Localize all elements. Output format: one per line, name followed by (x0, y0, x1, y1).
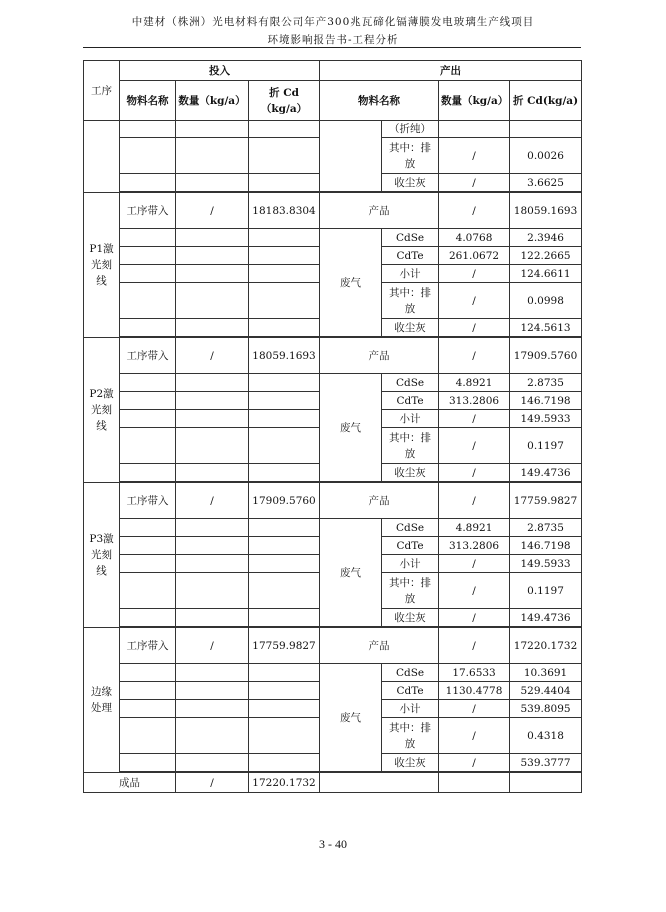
table-row (84, 193, 582, 229)
waste-item-label: CdSe (382, 519, 439, 537)
product-cd: 18059.1693 (510, 193, 582, 229)
waste-item-label: 收尘灰 (382, 319, 439, 337)
product-cd: 17759.9827 (510, 483, 582, 519)
product-quantity: / (439, 193, 510, 229)
process-name: P3激光刻线 (84, 483, 120, 628)
waste-item-quantity: 313.2806 (439, 392, 510, 410)
product-label: 产品 (320, 338, 439, 374)
waste-item-cd: 0.1197 (510, 428, 582, 464)
waste-item-cd: 149.5933 (510, 410, 582, 428)
input-label: 工序带入 (120, 483, 176, 519)
waste-item-quantity: 4.8921 (439, 519, 510, 537)
table-row (84, 773, 582, 793)
waste-item-quantity: 4.0768 (439, 229, 510, 247)
waste-item-quantity: 17.6533 (439, 664, 510, 682)
waste-item-cd: 2.8735 (510, 519, 582, 537)
process-name: P2激光刻线 (84, 338, 120, 483)
table-row (84, 628, 582, 664)
input-cd: 18059.1693 (249, 338, 320, 374)
input-cd: 18183.8304 (249, 193, 320, 229)
waste-item-cd: 539.3777 (510, 754, 582, 772)
waste-item-label: 其中：排放 (382, 718, 439, 754)
waste-item-quantity: 4.8921 (439, 374, 510, 392)
document-header-subtitle: 环境影响报告书-工程分析 (267, 34, 399, 46)
table-row (84, 374, 582, 392)
emission-cd: 0.0026 (510, 138, 582, 174)
waste-item-label: 小计 (382, 265, 439, 283)
waste-item-cd: 539.8095 (510, 700, 582, 718)
waste-item-quantity: / (439, 754, 510, 772)
waste-item-label: CdTe (382, 537, 439, 555)
waste-item-quantity: 261.0672 (439, 247, 510, 265)
product-label: 产品 (320, 628, 439, 664)
table-row (84, 338, 582, 374)
waste-item-label: 小计 (382, 555, 439, 573)
waste-item-label: 其中：排放 (382, 283, 439, 319)
product-cd: 17220.1732 (510, 628, 582, 664)
table-row (84, 519, 582, 537)
waste-item-quantity: / (439, 410, 510, 428)
waste-item-label: 其中：排放 (382, 573, 439, 609)
page-number: 3 - 40 (319, 837, 347, 851)
header-rule (83, 47, 581, 48)
waste-gas-label: 废气 (320, 519, 382, 627)
waste-item-label: 小计 (382, 700, 439, 718)
waste-item-cd: 2.3946 (510, 229, 582, 247)
waste-item-cd: 0.4318 (510, 718, 582, 754)
waste-item-label: CdTe (382, 682, 439, 700)
waste-item-label: CdSe (382, 664, 439, 682)
table-row (84, 664, 582, 682)
output-cd-header: 折 Cd(kg/a) (510, 81, 582, 121)
process-header: 工序 (84, 61, 120, 121)
input-cd: 17759.9827 (249, 628, 320, 664)
waste-item-cd: 146.7198 (510, 392, 582, 410)
waste-item-quantity: / (439, 428, 510, 464)
product-quantity: / (439, 483, 510, 519)
waste-item-cd: 149.4736 (510, 464, 582, 482)
input-quantity: / (176, 338, 249, 374)
waste-item-quantity: / (439, 283, 510, 319)
input-quantity: / (176, 193, 249, 229)
table-row (84, 483, 582, 519)
waste-item-cd: 122.2665 (510, 247, 582, 265)
ash-quantity: / (439, 174, 510, 192)
input-label: 工序带入 (120, 338, 176, 374)
waste-item-cd: 2.8735 (510, 374, 582, 392)
cadmium-balance-table (83, 60, 582, 793)
input-header: 投入 (120, 61, 320, 81)
final-product-quantity: / (176, 773, 249, 793)
emission-label: 其中：排放 (382, 138, 439, 174)
product-label: 产品 (320, 483, 439, 519)
waste-item-cd: 529.4404 (510, 682, 582, 700)
waste-item-quantity: / (439, 573, 510, 609)
input-label: 工序带入 (120, 628, 176, 664)
emission-quantity: / (439, 138, 510, 174)
waste-item-label: 收尘灰 (382, 464, 439, 482)
waste-item-cd: 0.0998 (510, 283, 582, 319)
waste-item-label: CdSe (382, 374, 439, 392)
waste-gas-label: 废气 (320, 664, 382, 772)
product-quantity: / (439, 338, 510, 374)
waste-gas-label: 废气 (320, 374, 382, 482)
waste-item-cd: 0.1197 (510, 573, 582, 609)
waste-item-label: CdTe (382, 247, 439, 265)
input-quantity-header: 数量（kg/a） (176, 81, 249, 121)
product-cd: 17909.5760 (510, 338, 582, 374)
waste-item-quantity: / (439, 464, 510, 482)
ash-cd: 3.6625 (510, 174, 582, 192)
waste-item-label: 小计 (382, 410, 439, 428)
table-body (84, 61, 582, 793)
output-material-header: 物料名称 (320, 81, 439, 121)
input-quantity: / (176, 628, 249, 664)
waste-item-quantity: 313.2806 (439, 537, 510, 555)
output-quantity-header: 数量（kg/a） (439, 81, 510, 121)
waste-item-cd: 149.4736 (510, 609, 582, 627)
input-cd: 17909.5760 (249, 483, 320, 519)
waste-item-label: CdSe (382, 229, 439, 247)
waste-item-cd: 124.5613 (510, 319, 582, 337)
product-label: 产品 (320, 193, 439, 229)
product-quantity: / (439, 628, 510, 664)
waste-item-cd: 10.3691 (510, 664, 582, 682)
waste-item-cd: 149.5933 (510, 555, 582, 573)
waste-item-label: 收尘灰 (382, 754, 439, 772)
waste-item-cd: 124.6611 (510, 265, 582, 283)
ash-label: 收尘灰 (382, 174, 439, 192)
final-product-label: 成品 (84, 773, 176, 793)
final-product-cd: 17220.1732 (249, 773, 320, 793)
input-material-header: 物料名称 (120, 81, 176, 121)
waste-item-quantity: 1130.4778 (439, 682, 510, 700)
waste-item-label: 收尘灰 (382, 609, 439, 627)
waste-item-quantity: / (439, 609, 510, 627)
input-cd-header: 折 Cd（kg/a） (249, 81, 320, 121)
pure-label: （折纯） (382, 121, 439, 138)
waste-item-quantity: / (439, 555, 510, 573)
process-name: P1激光刻线 (84, 193, 120, 338)
input-label: 工序带入 (120, 193, 176, 229)
input-quantity: / (176, 483, 249, 519)
waste-item-quantity: / (439, 700, 510, 718)
process-name: 边缘处理 (84, 628, 120, 773)
waste-item-label: 其中：排放 (382, 428, 439, 464)
waste-item-cd: 146.7198 (510, 537, 582, 555)
table-row (84, 121, 582, 138)
output-header: 产出 (320, 61, 582, 81)
waste-gas-label: 废气 (320, 229, 382, 337)
document-header-title: 中建材（株洲）光电材料有限公司年产300兆瓦碲化镉薄膜发电玻璃生产线项目 (131, 16, 535, 28)
waste-item-quantity: / (439, 265, 510, 283)
waste-item-quantity: / (439, 718, 510, 754)
waste-item-quantity: / (439, 319, 510, 337)
waste-item-label: CdTe (382, 392, 439, 410)
table-row (84, 229, 582, 247)
